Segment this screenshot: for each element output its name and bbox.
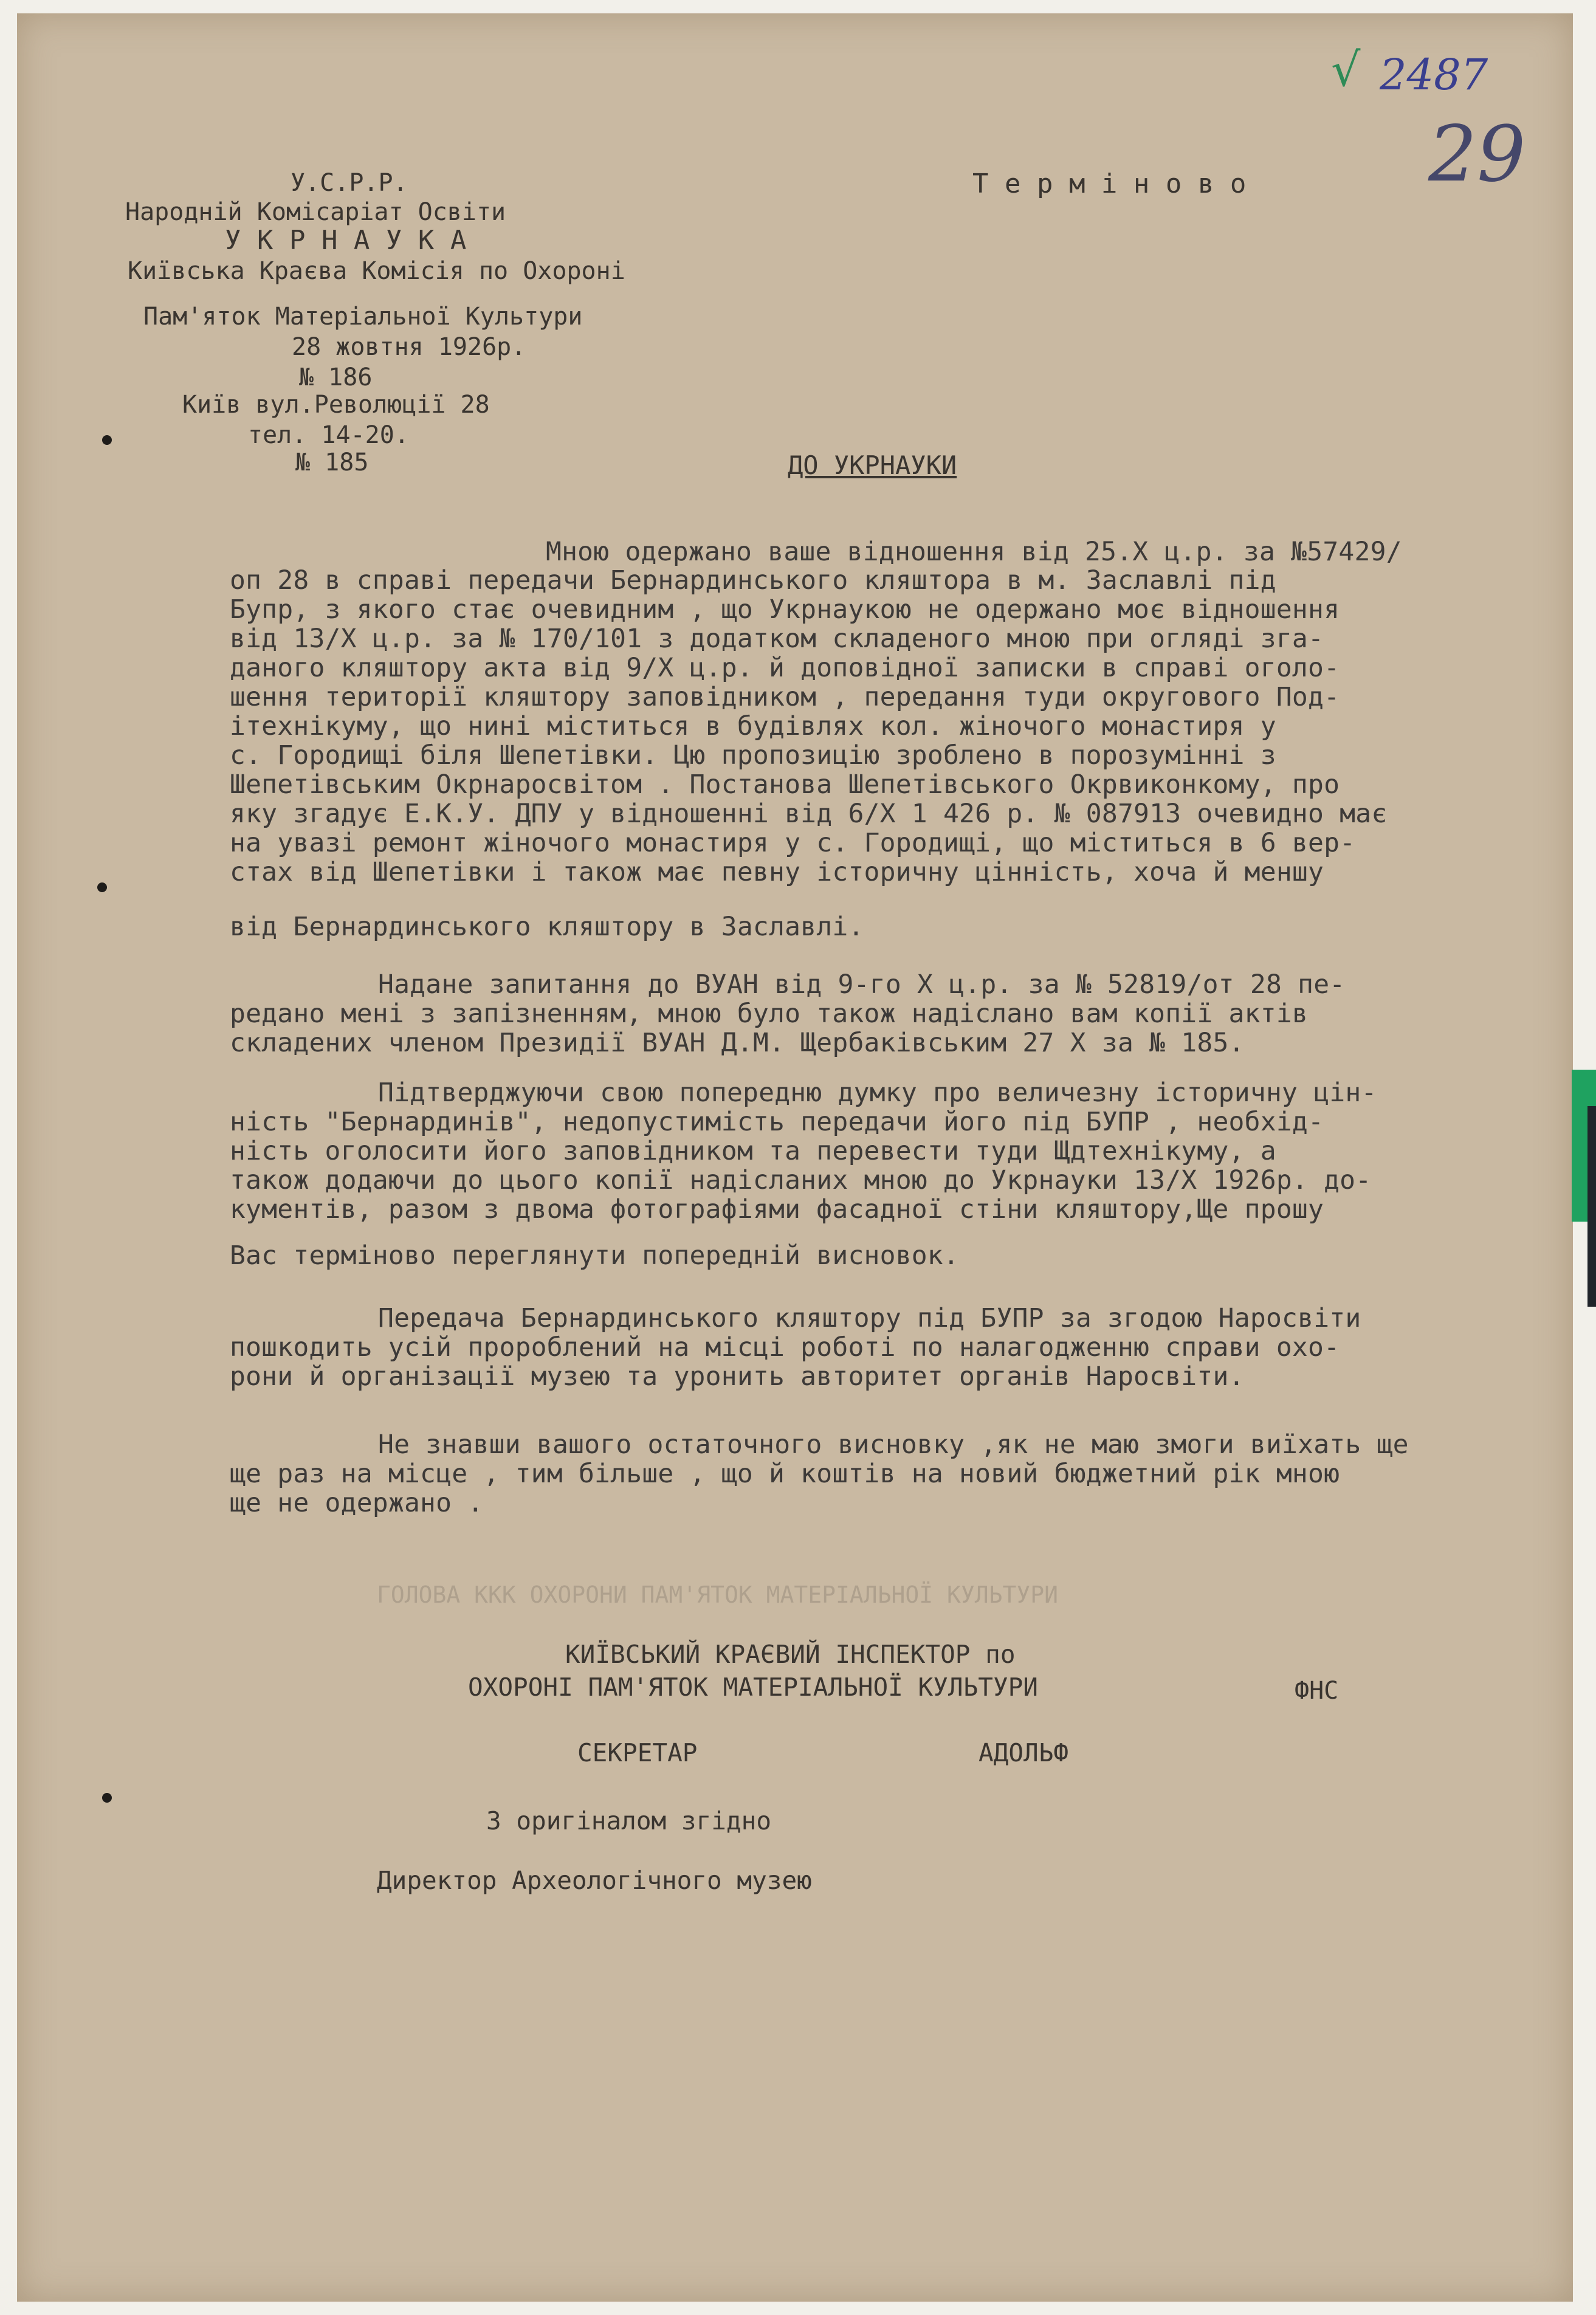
body-p1-line-2: оп 28 в справі передачи Бернардинського кляштора в м. Заславлі під [230,565,1276,596]
signature-line-2: ОХОРОНІ ПАМ'ЯТОК МАТЕРІАЛЬНОЇ КУЛЬТУРИ [468,1673,1038,1702]
body-p1-line-4: від 13/Х ц.р. за № 170/101 з додатком складеного мною при огляді зга- [230,624,1324,654]
body-p1-line-7: ітехнікуму, що нині міститься в будівлях кол. жіночого монастиря у [230,711,1276,741]
body-p4-line-3: рони й організації музею та уронить авторитет органів Наросвіти. [230,1361,1245,1392]
body-p3-line-1: Підтверджуючи свою попередню думку про величезну історичну цін- [378,1078,1377,1108]
body-p2-line-2: редано мені з запізненням, мною було також надіслано вам копії актів [230,999,1308,1029]
header-line-2: Народній Комісаріат Освіти [125,198,506,226]
director-title: Директор Археологічного музею [377,1866,812,1895]
body-p5-line-1: Не знавши вашого остаточного висновку ,як не маю змоги виїхать ще [378,1429,1409,1460]
header-phone: тел. 14-20. [248,421,409,449]
signature-name-1: ФНС [1295,1677,1339,1705]
body-p1-line-6: шення території кляштору заповідником , передання туди округового Под- [230,682,1340,712]
urgency-label: Т е р м і н о в о [972,168,1247,199]
signature-line-1: КИЇВСЬКИЙ КРАЄВИЙ ІНСПЕКТОР по [565,1640,1016,1669]
body-p1-line-3: Бупр, з якого стає очевидним , що Укрнаукою не одержано моє відношення [230,594,1340,625]
body-p1-line-10: яку згадує Е.К.У. ДПУ у відношенні від 6/Х 1 426 р. № 087913 очевидно має [230,799,1388,829]
signature-faint-line: ГОЛОВА ККК ОХОРОНИ ПАМ'ЯТОК МАТЕРІАЛЬНОЇ КУЛЬТУРИ [377,1581,1059,1608]
body-p1-line-9: Шепетівським Окрнаросвітом . Постанова Шепетівського Окрвиконкому, про [230,769,1340,800]
header-number: № 186 [299,363,373,391]
body-p1-line-13: від Бернардинського кляштору в Заславлі. [230,912,864,942]
page-number: 29 [1428,109,1526,199]
signature-name-2: АДОЛЬФ [979,1738,1069,1767]
header-date: 28 жовтня 1926р. [292,333,526,361]
addressee: ДО УКРНАУКИ [788,450,957,480]
body-p1-line-1: Мною одержано ваше відношення від 25.Х ц.р. за №57429/ [546,537,1402,567]
header-line-3: У К Р Н А У К А [225,225,467,256]
signature-secretary: СЕКРЕТАР [577,1738,698,1767]
check-mark: √ [1331,43,1361,97]
header-address: Київ вул.Революції 28 [182,391,490,419]
body-p3-line-2: ність "Бернардинів", недопустимість передачи його під БУПР , необхід- [230,1107,1324,1137]
body-p1-line-8: с. Городищі біля Шепетівки. Цю пропозицію зроблено в порозумінні з [230,740,1276,771]
body-p1-line-12: стах від Шепетівки і також має певну історичну цінність, хоча й меншу [230,857,1324,887]
body-p2-line-3: складених членом Президії ВУАН Д.М. Щербаківським 27 Х за № 185. [230,1028,1245,1058]
header-line-4: Київська Краєва Комісія по Охороні [128,257,625,285]
punch-hole [102,435,112,445]
body-p3-line-6: Вас терміново переглянути попередній висновок. [230,1240,960,1271]
body-p5-line-3: ще не одержано . [230,1488,484,1518]
punch-hole [102,1793,112,1803]
body-p4-line-2: пошкодить усій пророблений на місці роботі по налагодженню справи охо- [230,1332,1340,1363]
body-p1-line-11: на увазі ремонт жіночого монастиря у с. Городищі, що міститься в 6 вер- [230,828,1356,858]
body-p1-line-5: даного кляштору акта від 9/Х ц.р. й доповідної записки в справі оголо- [230,653,1340,683]
body-p3-line-4: також додаючи до цього копії надісланих мною до Укрнауки 13/Х 1926р. до- [230,1165,1372,1195]
header-line-1: У.С.Р.Р. [291,169,408,197]
body-p4-line-1: Передача Бернардинського кляштору під БУПР за згодою Наросвіти [378,1303,1361,1333]
certified-copy-note: З оригіналом згідно [486,1806,771,1835]
punch-hole [97,882,107,892]
body-p5-line-2: ще раз на місце , тим більше , що й коштів на новий бюджетний рік мною [230,1459,1340,1489]
binding-edge [1587,1106,1596,1307]
body-p2-line-1: Надане запитання до ВУАН від 9-го Х ц.р. за № 52819/от 28 пе- [378,969,1346,1000]
archive-number: 2487 [1380,50,1488,100]
body-p3-line-5: кументів, разом з двома фотографіями фасадної стіни кляштору,Ще прошу [230,1194,1324,1225]
header-line-5: Пам'яток Матеріальної Культури [143,303,583,331]
body-p3-line-3: ність оголосити його заповідником та перевести туди Щдтехнікуму, а [230,1136,1276,1166]
header-number-2: № 185 [295,449,369,476]
